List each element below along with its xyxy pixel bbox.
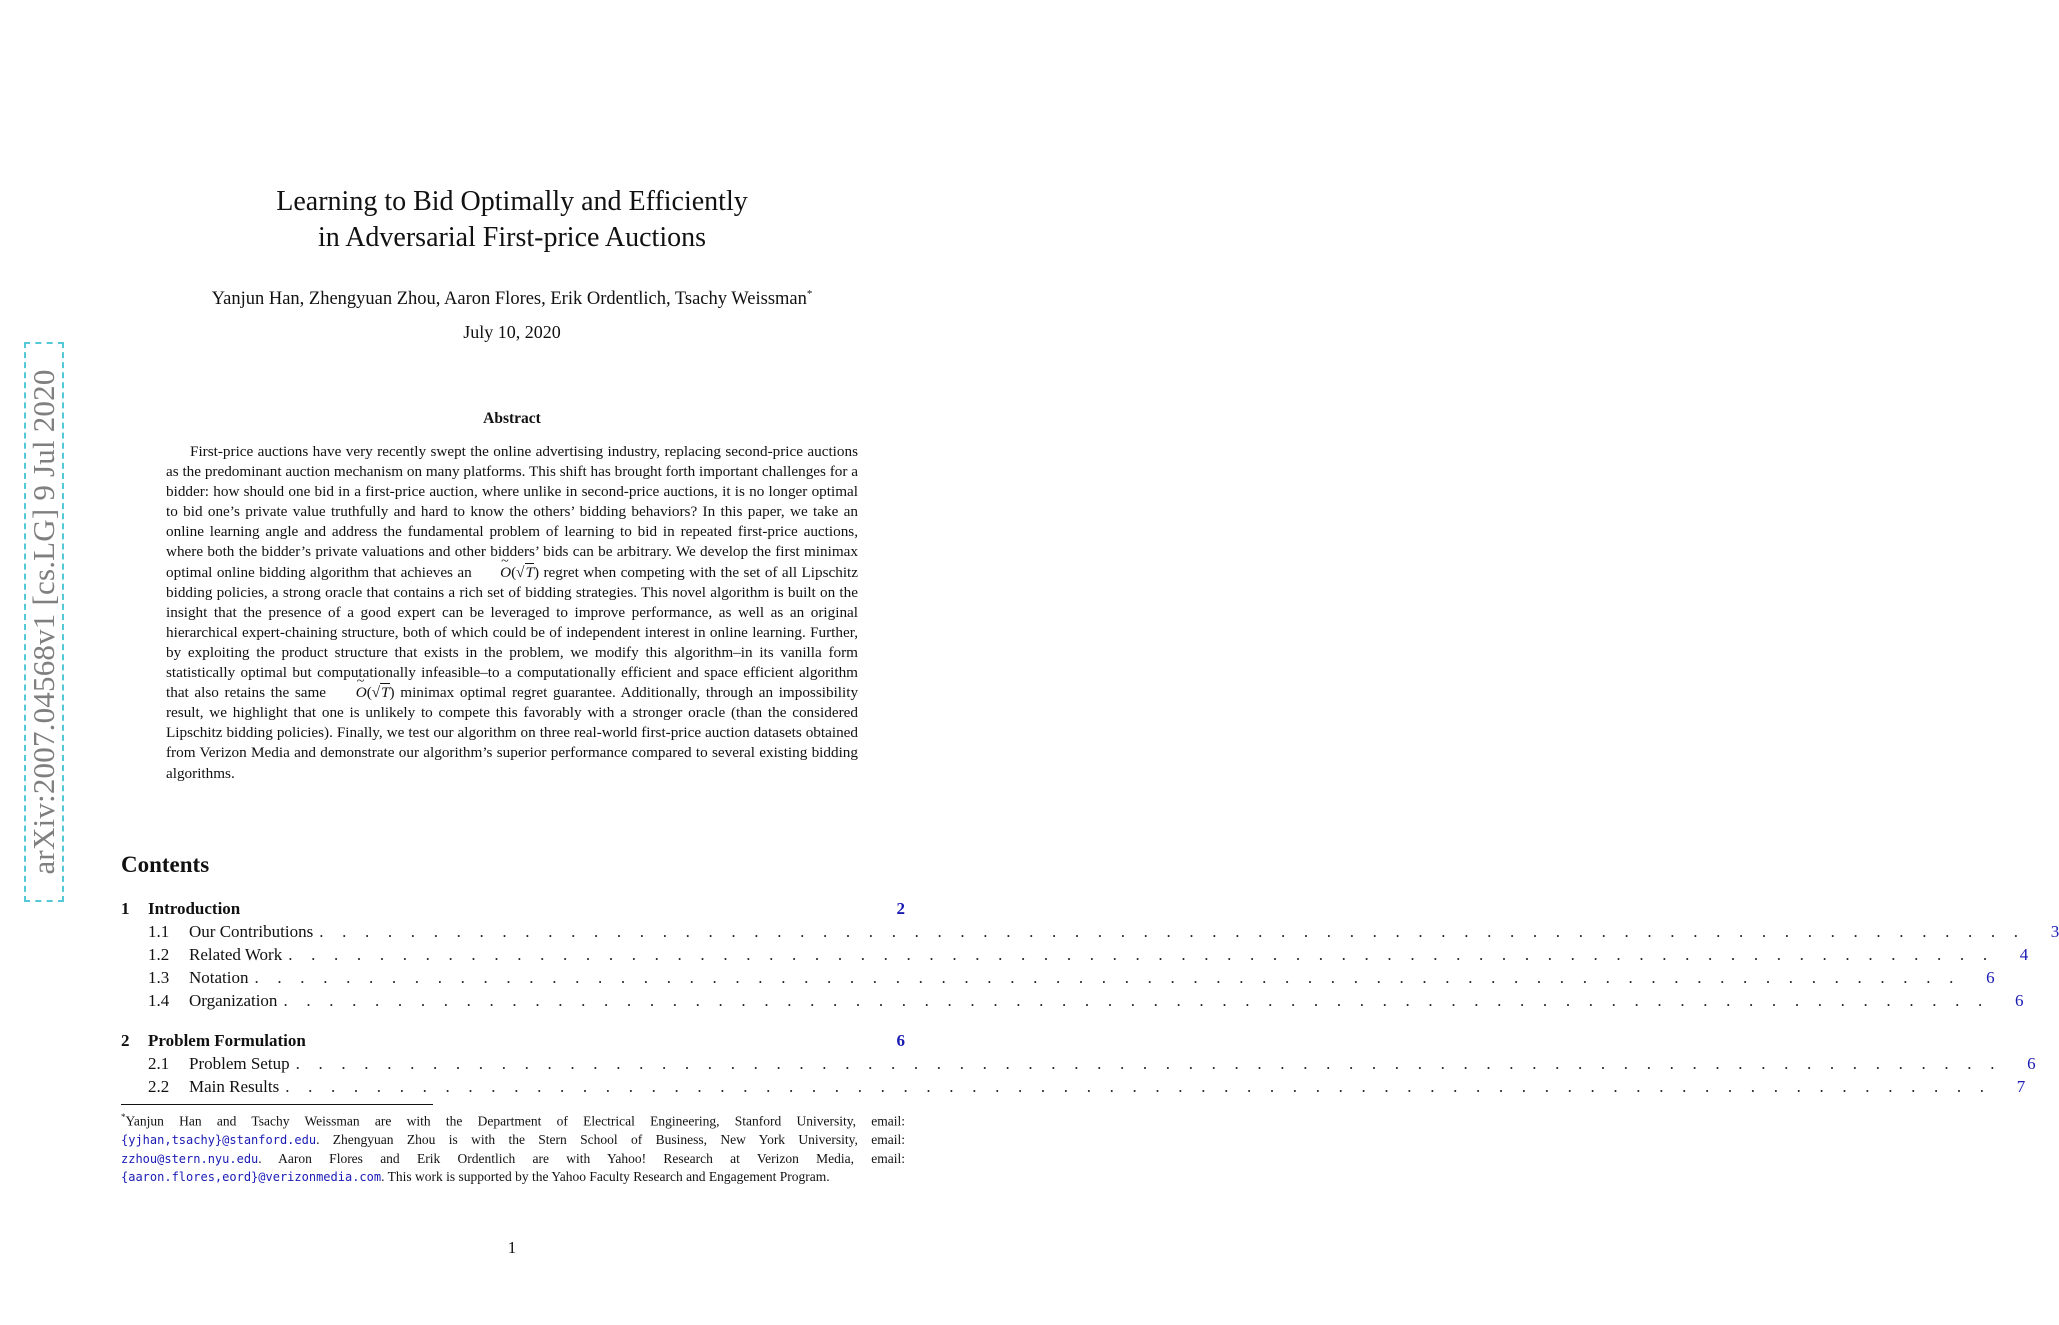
- toc-leader: . . . . . . . . . . . . . . . . . . . . . . . . . . . . . . . . . . . . . . . . . . . . . . . . . . . . . . . . . . . . . . . . . . . . . . . . . . .: [295, 1054, 2002, 1073]
- toc-entry[interactable]: [121, 943, 2029, 966]
- authors-text: Yanjun Han, Zhengyuan Zhou, Aaron Flores, Erik Ordentlich, Tsachy Weissman: [211, 289, 807, 310]
- toc-page-link[interactable]: 4: [2019, 945, 2029, 964]
- email-link-stanford[interactable]: {yjhan,tsachy}@stanford.edu: [121, 1133, 317, 1147]
- toc-title: Problem Formulation: [148, 1031, 306, 1050]
- toc-entry[interactable]: [121, 1029, 905, 1052]
- toc-number: 1.1: [148, 922, 170, 941]
- toc-page-link[interactable]: 3: [2050, 922, 2059, 941]
- toc-page-link[interactable]: 7: [2016, 1077, 2026, 1096]
- toc-entry[interactable]: [121, 966, 1995, 989]
- toc-number: 1.2: [148, 945, 170, 964]
- abstract-body: [166, 442, 858, 784]
- regret-bound-1: ~ O(√T): [476, 564, 539, 581]
- toc-page-link[interactable]: 2: [896, 899, 905, 918]
- toc-page-link[interactable]: 6: [896, 1031, 905, 1050]
- toc-number: 2.2: [148, 1077, 170, 1096]
- toc-number: 2.1: [148, 1054, 170, 1073]
- toc-title: Our Contributions: [189, 922, 314, 941]
- toc-leader: . . . . . . . . . . . . . . . . . . . . . . . . . . . . . . . . . . . . . . . . . . . . . . . . . . . . . . . . . . . . . . . . . . . . . . . . . . .: [285, 1077, 1992, 1096]
- toc-entry[interactable]: [121, 1052, 2036, 1075]
- author-footnote-mark: *: [806, 288, 813, 300]
- footnote: [121, 1108, 905, 1187]
- toc-number: 1.4: [148, 991, 170, 1010]
- toc-leader: . . . . . . . . . . . . . . . . . . . . . . . . . . . . . . . . . . . . . . . . . . . . . . . . . . . . . . . . . . . . . . . . . . . . . . . . . . .: [288, 945, 1995, 964]
- table-of-contents: [121, 897, 2059, 1098]
- toc-page-link[interactable]: 6: [2015, 991, 2024, 1010]
- toc-leader: [246, 897, 871, 920]
- toc-title: Introduction: [148, 899, 241, 918]
- toc-page-link[interactable]: 6: [2027, 1054, 2036, 1073]
- footnote-mark: *: [121, 1112, 126, 1122]
- toc-leader: . . . . . . . . . . . . . . . . . . . . . . . . . . . . . . . . . . . . . . . . . . . . . . . . . . . . . . . . . . . . . . . . . . . . . . . . . . .: [319, 922, 2026, 941]
- arxiv-id[interactable]: arXiv:2007.04568v1 [cs.LG] 9 Jul 2020: [26, 369, 61, 875]
- toc-title: Problem Setup: [189, 1054, 290, 1073]
- email-link-verizon[interactable]: {aaron.flores,eord}@verizonmedia.com: [121, 1170, 382, 1184]
- author-list: [0, 282, 1024, 311]
- abstract-heading: Abstract: [483, 410, 541, 427]
- toc-page-link[interactable]: 6: [1986, 968, 1995, 987]
- paper-date: July 10, 2020: [463, 322, 561, 342]
- toc-entry[interactable]: [121, 920, 2059, 943]
- toc-entry[interactable]: [121, 989, 2024, 1012]
- toc-entry[interactable]: [121, 1075, 2026, 1098]
- toc-title: Main Results: [189, 1077, 280, 1096]
- toc-number: 1.3: [148, 968, 170, 987]
- abstract-part-1: First-price auctions have very recently swept the online advertising industry, replacing second-price auctions as the predominant auction mechanism on many platforms. This shift has brought forth important challenges for a bidder: how should one bid in a first-price auction, where unlike in second-price auctions, it is no longer optimal to bid one’s private value truthfully and hard to know the others’ bidding behaviors? In this paper, we take an online learning angle and address the fundamental problem of learning to bid in repeated first-price auctions, where both the bidder’s private valuations and other bidders’ bids can be arbitrary. We develop the first minimax optimal online bidding algorithm that achieves an: [166, 443, 858, 581]
- footnote-text-4: . This work is supported by the Yahoo Faculty Research and Engagement Program.: [381, 1169, 830, 1184]
- title-line-1: Learning to Bid Optimally and Efficiently: [276, 186, 748, 217]
- regret-bound-2: ~ O(√T): [332, 684, 395, 701]
- toc-number: 2: [121, 1031, 130, 1050]
- toc-title: Organization: [189, 991, 278, 1010]
- footnote-text-3: . Aaron Flores and Erik Ordentlich are with Yahoo! Research at Verizon Media, email:: [258, 1150, 905, 1166]
- paper-title: [0, 184, 1024, 256]
- footnote-divider: [121, 1104, 433, 1105]
- footnote-text-1: Yanjun Han and Tsachy Weissman are with the Department of Electrical Engineering, Stanford University, email:: [125, 1113, 905, 1129]
- footnote-text-2: . Zhengyuan Zhou is with the Stern School of Business, New York University, email:: [316, 1132, 905, 1147]
- email-link-nyu[interactable]: zzhou@stern.nyu.edu: [121, 1151, 259, 1166]
- toc-leader: . . . . . . . . . . . . . . . . . . . . . . . . . . . . . . . . . . . . . . . . . . . . . . . . . . . . . . . . . . . . . . . . . . . . . . . . . . .: [254, 968, 1961, 987]
- contents-heading: Contents: [121, 852, 210, 877]
- page-number: 1: [507, 1238, 517, 1257]
- toc-leader: [312, 1029, 871, 1052]
- toc-title: Notation: [189, 968, 249, 987]
- abstract-part-2: regret when competing with the set of all Lipschitz bidding policies, a strong oracle that contains a rich set of bidding strategies. This novel algorithm is built on the insight that the presence of a good expert can be leveraged to improve performance, as well as an original hierarchical expert-chaining structure, both of which could be of independent interest in online learning. Further, by exploiting the product structure that exists in the problem, we modify this algorithm–in its vanilla form statistically optimal but computationally infeasible–to a computationally efficient and space efficient algorithm that also retains the same: [166, 563, 859, 702]
- abstract-part-3: minimax optimal regret guarantee. Additionally, through an impossibility result, we highlight that one is unlikely to compete this favorably with a stronger oracle (than the considered Lipschitz bidding policies). Finally, we test our algorithm on three real-world first-price auction datasets obtained from Verizon Media and demonstrate our algorithm’s superior performance compared to several existing bidding algorithms.: [166, 684, 859, 782]
- toc-leader: . . . . . . . . . . . . . . . . . . . . . . . . . . . . . . . . . . . . . . . . . . . . . . . . . . . . . . . . . . . . . . . . . . . . . . . . . . .: [283, 991, 1990, 1010]
- toc-entry[interactable]: [121, 897, 905, 920]
- title-line-2: in Adversarial First-price Auctions: [317, 222, 707, 253]
- toc-number: 1: [121, 899, 130, 918]
- toc-title: Related Work: [189, 945, 283, 964]
